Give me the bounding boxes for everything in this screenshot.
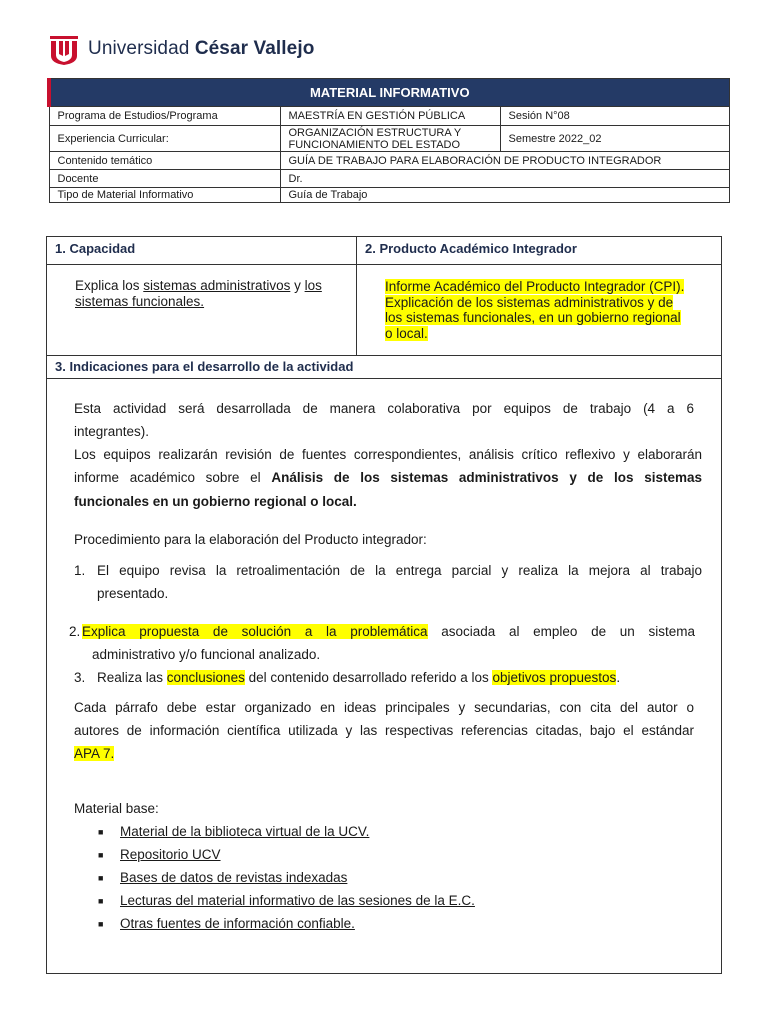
row-label: Experiencia Curricular: <box>49 126 280 152</box>
row-label: Docente <box>49 170 280 188</box>
apa-paragraph-line: autores de información científica utilizada y las respectivas referencias citadas, bajo el estándar <box>74 723 694 738</box>
section-divider <box>47 378 721 379</box>
row-label: Contenido temático <box>49 152 280 170</box>
row-value: GUÍA DE TRABAJO PARA ELABORACIÓN DE PRODUCTO INTEGRADOR <box>280 152 729 170</box>
intro-paragraph-line: Esta actividad será desarrollada de manera colaborativa por equipos de trabajo (4 a 6 <box>74 401 694 416</box>
section-capacidad-title: 1. Capacidad <box>55 241 136 256</box>
material-link[interactable]: Material de la biblioteca virtual de la UCV. <box>120 824 370 839</box>
university-name: Universidad César Vallejo <box>88 38 315 59</box>
material-info-header: MATERIAL INFORMATIVO <box>49 79 729 107</box>
session-cell: Sesión N°08 <box>500 107 729 126</box>
bullet-icon: ■ <box>98 919 104 929</box>
step-2-line: administrativo y/o funcional analizado. <box>92 647 321 662</box>
producto-text: Informe Académico del Producto Integrador (CPI). Explicación de los sistemas administrativos y de los sistemas funcionales, en un gobierno regional o local. <box>385 279 685 341</box>
column-divider <box>356 237 357 355</box>
bullet-icon: ■ <box>98 850 104 860</box>
step-1-line: presentado. <box>97 586 169 601</box>
row-value: Guía de Trabajo <box>280 188 729 203</box>
section-producto-title: 2. Producto Académico Integrador <box>365 241 577 256</box>
bullet-icon: ■ <box>98 896 104 906</box>
header-divider <box>47 264 721 265</box>
teams-paragraph-line: Los equipos realizarán revisión de fuentes correspondientes, análisis crítico reflexivo y elaborarán <box>74 447 702 462</box>
apa-paragraph-line: Cada párrafo debe estar organizado en ideas principales y secundarias, con cita del autor o <box>74 700 694 715</box>
row-value: MAESTRÍA EN GESTIÓN PÚBLICA <box>280 107 500 126</box>
step-1-line: El equipo revisa la retroalimentación de la entrega parcial y realiza la mejora al trabajo <box>97 563 702 578</box>
step-number: 3. <box>74 670 86 685</box>
row-label: Programa de Estudios/Programa <box>49 107 280 126</box>
university-logo <box>48 32 314 66</box>
step-2-line: Explica propuesta de solución a la problemática asociada al empleo de un sistema <box>82 624 696 639</box>
procedure-heading: Procedimiento para la elaboración del Producto integrador: <box>74 532 427 547</box>
teams-paragraph-line: funcionales en un gobierno regional o local. <box>74 494 357 509</box>
section-indicaciones-title: 3. Indicaciones para el desarrollo de la actividad <box>55 359 354 374</box>
step-number: 2. <box>69 624 81 639</box>
material-link[interactable]: Bases de datos de revistas indexadas <box>120 870 348 885</box>
section-divider <box>47 355 721 356</box>
semester-cell: Semestre 2022_02 <box>500 126 729 152</box>
material-link[interactable]: Repositorio UCV <box>120 847 221 862</box>
row-value: ORGANIZACIÓN ESTRUCTURA Y FUNCIONAMIENTO DEL ESTADO <box>280 126 500 152</box>
step-3-line: Realiza las conclusiones del contenido desarrollado referido a los objetivos propuestos. <box>97 670 621 685</box>
ucv-shield-icon <box>48 33 80 65</box>
step-number: 1. <box>74 563 86 578</box>
row-label: Tipo de Material Informativo <box>49 188 280 203</box>
material-link[interactable]: Otras fuentes de información confiable. <box>120 916 355 931</box>
intro-paragraph-line: integrantes). <box>74 424 150 439</box>
teams-paragraph-line: informe académico sobre el Análisis de los sistemas administrativos y de los sistemas <box>74 470 702 485</box>
capacidad-text: Explica los sistemas administrativos y los sistemas funcionales. <box>75 278 322 309</box>
row-value: Dr. <box>280 170 729 188</box>
apa-paragraph-line: APA 7. <box>74 746 115 761</box>
material-link[interactable]: Lecturas del material informativo de las sesiones de la E.C. <box>120 893 475 908</box>
material-base-heading: Material base: <box>74 801 159 816</box>
bullet-icon: ■ <box>98 827 104 837</box>
bullet-icon: ■ <box>98 873 104 883</box>
material-info-table <box>47 78 730 203</box>
